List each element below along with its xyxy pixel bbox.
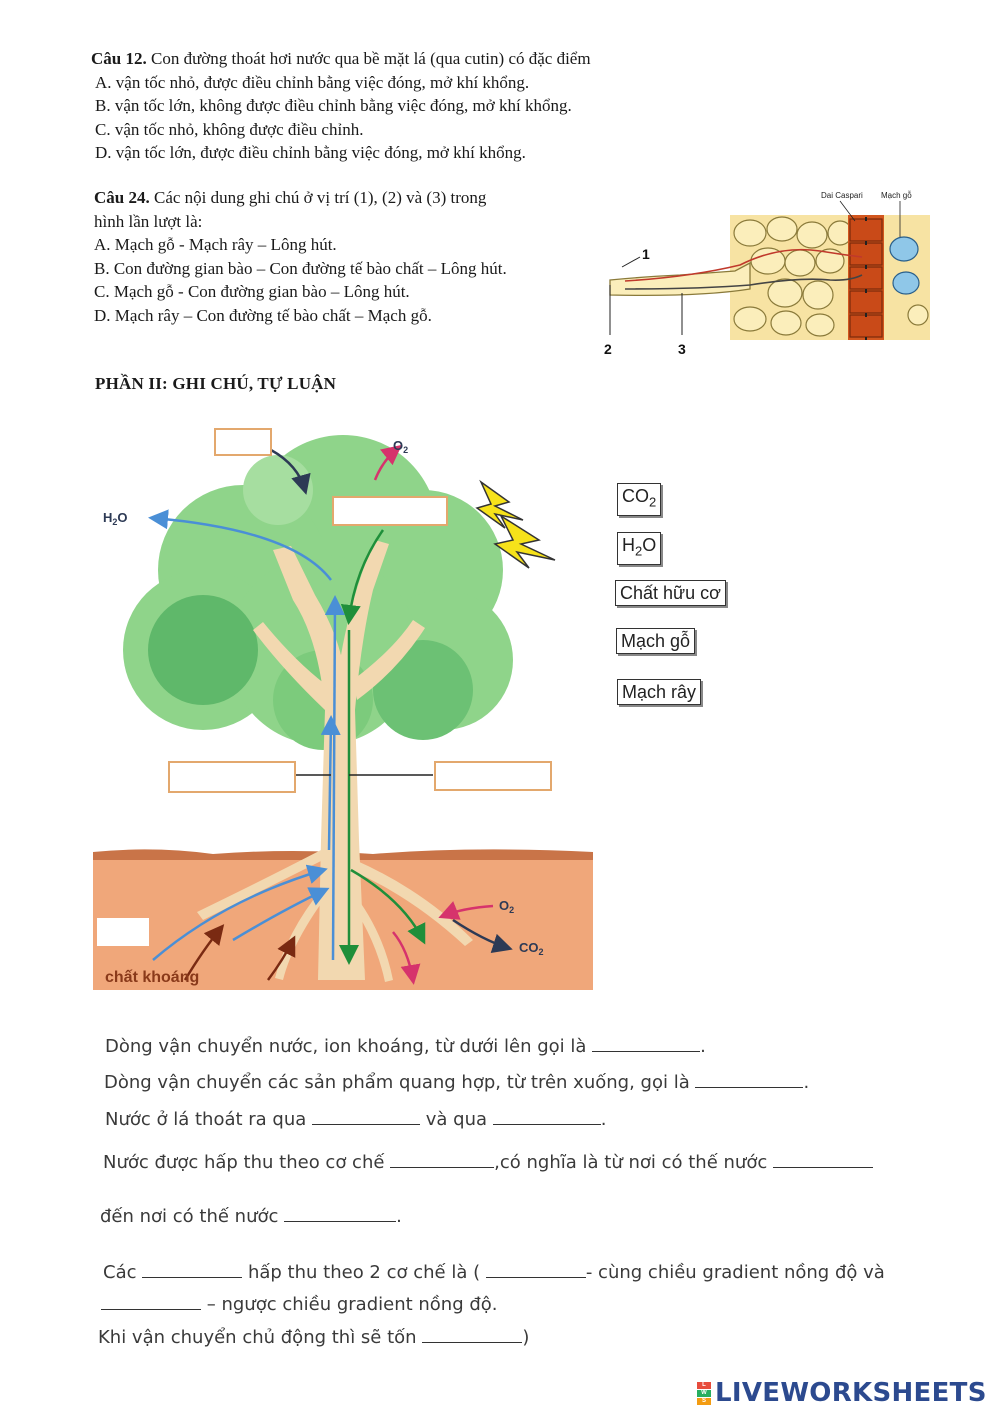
section-heading: PHẦN II: GHI CHÚ, TỰ LUẬN xyxy=(95,374,337,393)
choice-phloem[interactable]: Mạch rây xyxy=(617,679,701,705)
minerals-label: chất khoáng xyxy=(105,969,200,986)
label-slot-trunk-left[interactable] xyxy=(168,761,296,793)
blank-5[interactable] xyxy=(284,1203,396,1222)
question-12-option-a: A. vận tốc nhỏ, được điều chỉnh bằng việc đóng, mở khí khổng. xyxy=(95,72,530,92)
choice-xylem[interactable]: Mạch gỗ xyxy=(616,628,695,654)
blank-7[interactable] xyxy=(101,1291,201,1310)
fill-sentence-4: Nước được hấp thu theo cơ chế ,có nghĩa là từ nơi có thế nước xyxy=(103,1149,873,1173)
question-12-option-c: C. vận tốc nhỏ, không được điều chỉnh. xyxy=(95,119,364,139)
marker-3: 3 xyxy=(678,341,686,357)
question-24 xyxy=(94,186,507,327)
brand-name: LIVEWORKSHEETS xyxy=(715,1378,987,1408)
choice-co2[interactable]: $CO_2$ xyxy=(617,483,661,516)
root-cross-section-figure xyxy=(600,185,930,360)
question-24-option-d: D. Mạch rây – Con đường tế bào chất – Mạch gỗ. xyxy=(94,305,432,325)
fill-sentence-6: Các hấp thu theo 2 cơ chế là ( - cùng chiều gradient nồng độ và xyxy=(103,1259,885,1283)
blank-4a[interactable] xyxy=(390,1149,494,1168)
blank-2[interactable] xyxy=(695,1069,803,1088)
choice-organic-matter[interactable]: Chất hữu cơ xyxy=(615,580,726,606)
blank-6a[interactable] xyxy=(142,1259,242,1278)
fill-sentence-7: – ngược chiều gradient nồng độ. xyxy=(101,1291,498,1315)
question-24-option-c: C. Mạch gỗ - Con đường gian bào – Lông hút. xyxy=(94,282,410,301)
h2o-left-label: $H_2O$ xyxy=(103,510,128,527)
blank-4b[interactable] xyxy=(773,1149,873,1168)
question-12-option-b: B. vận tốc lớn, không được điều chỉnh bằng việc đóng, mở khí khổng. xyxy=(95,96,572,115)
choice-h2o[interactable]: $H_2O$ xyxy=(617,532,661,565)
caspari-label: Dai Caspari xyxy=(821,191,863,200)
fill-sentence-5: đến nơi có thế nước . xyxy=(100,1203,402,1227)
blank-1[interactable] xyxy=(592,1033,700,1052)
o2-soil-label: $O_2$ xyxy=(499,898,515,915)
question-12-stem: Câu 12. Con đường thoát hơi nước qua bề mặt lá (qua cutin) có đặc điểm xyxy=(91,49,591,68)
stele-cells xyxy=(884,215,930,340)
o2-top-label: $O_2$ xyxy=(393,438,409,455)
liveworksheets-logo xyxy=(697,1378,987,1408)
fill-sentence-8: Khi vận chuyển chủ động thì sẽ tốn ) xyxy=(98,1324,529,1348)
question-24-stem: Câu 24. Các nội dung ghi chú ở vị trí (1), (2) và (3) trong xyxy=(94,188,487,207)
fill-sentence-2: Dòng vận chuyển các sản phẩm quang hợp, từ trên xuống, gọi là . xyxy=(104,1069,809,1093)
fill-sentence-3: Nước ở lá thoát ra qua và qua . xyxy=(105,1106,607,1130)
blank-6b[interactable] xyxy=(486,1259,586,1278)
question-12-option-d: D. vận tốc lớn, được điều chỉnh bằng việc đóng, mở khí khổng. xyxy=(95,143,526,162)
logo-letter-l: L xyxy=(697,1382,711,1389)
xylem-label: Mạch gỗ xyxy=(881,191,912,200)
question-24-stem-line2: hình lần lượt là: xyxy=(94,211,203,231)
label-slot-canopy-top[interactable] xyxy=(214,428,272,456)
label-slot-trunk-right[interactable] xyxy=(434,761,552,791)
logo-letter-w: W xyxy=(697,1390,711,1397)
marker-2: 2 xyxy=(604,341,612,357)
logo-letter-s: S xyxy=(697,1398,711,1405)
label-slot-canopy-mid[interactable] xyxy=(332,496,448,526)
blank-3a[interactable] xyxy=(312,1106,420,1125)
co2-soil-label: $CO_2$ xyxy=(519,940,544,957)
question-24-option-a: A. Mạch gỗ - Mạch rây – Lông hút. xyxy=(94,235,337,254)
fill-sentence-1: Dòng vận chuyển nước, ion khoáng, từ dưới lên gọi là . xyxy=(105,1033,706,1057)
question-24-option-b: B. Con đường gian bào – Con đường tế bào chất – Lông hút. xyxy=(94,258,507,278)
blank-3b[interactable] xyxy=(493,1106,601,1125)
blank-8[interactable] xyxy=(422,1324,522,1343)
logo-mark xyxy=(697,1382,711,1405)
marker-1: 1 xyxy=(642,246,650,262)
label-slot-soil[interactable] xyxy=(95,916,151,948)
question-12 xyxy=(91,47,591,165)
